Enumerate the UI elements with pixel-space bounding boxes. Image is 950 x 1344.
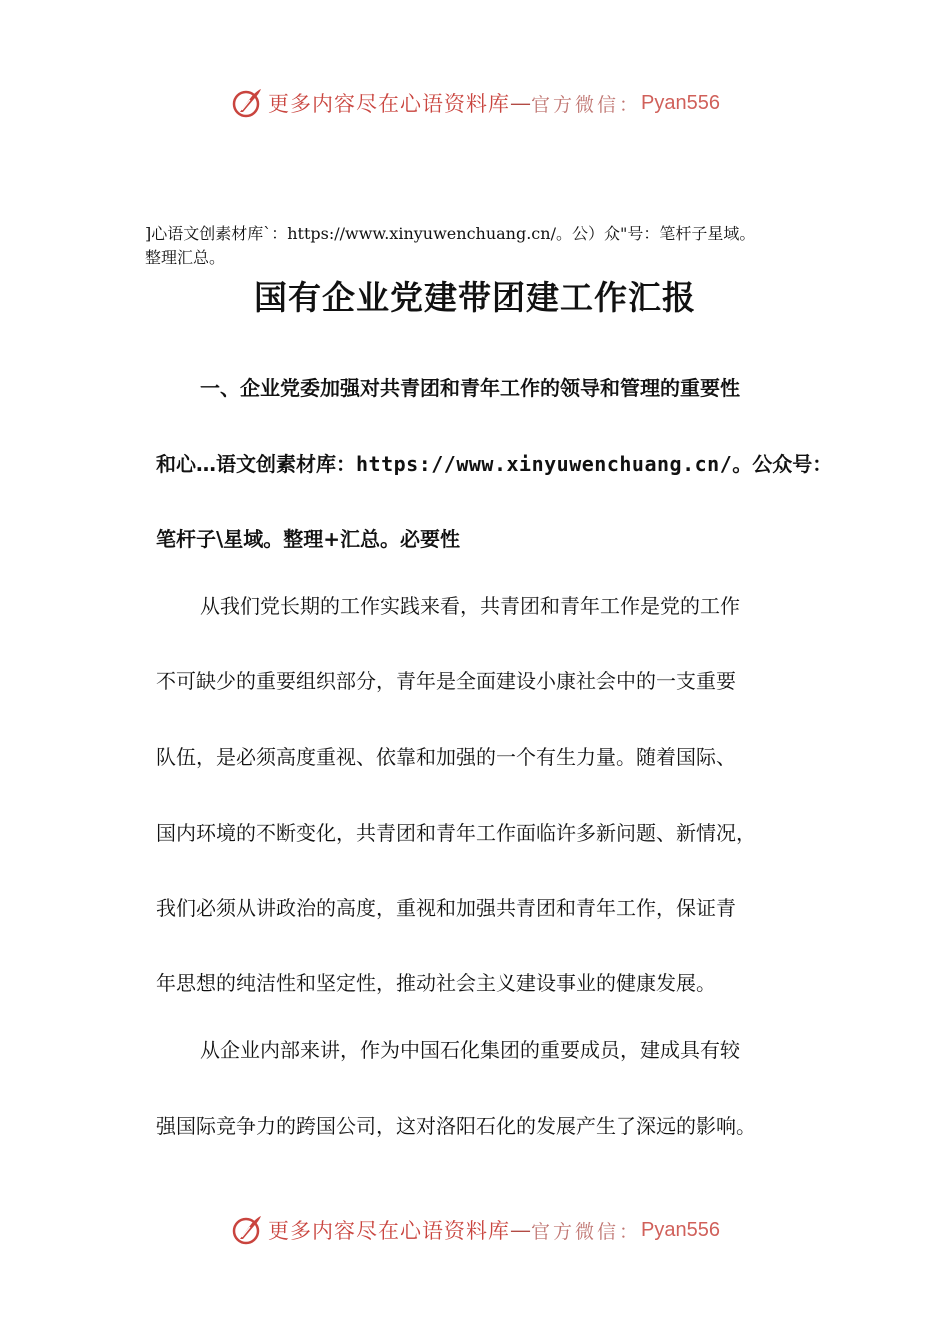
source-note-line-1: ]心语文创素材库`：https://www.xinyuwenchuang.cn/。公）众"号：笔杆子星域。	[145, 224, 756, 243]
paragraph-2-line: 从企业内部来讲，作为中国石化集团的重要成员，建成具有较	[200, 1038, 740, 1062]
banner-wechat-id: Pyan556	[641, 1218, 720, 1241]
banner-separator: —	[510, 91, 531, 115]
banner-slogan: 更多内容尽在心语资料库	[268, 92, 510, 116]
bottom-banner	[0, 1210, 950, 1250]
document-title: 国有企业党建带团建工作汇报	[254, 278, 696, 317]
banner-official-label: 官方微信：	[531, 93, 642, 116]
section-heading-end: 笔杆子\星域。整理+汇总。必要性	[156, 527, 461, 551]
paragraph-1-line: 不可缺少的重要组织部分，青年是全面建设小康社会中的一支重要	[156, 669, 736, 693]
section-heading: 一、企业党委加强对共青团和青年工作的领导和管理的重要性	[200, 376, 740, 400]
heading-url: https://www.xinyuwenchuang.cn/	[356, 452, 733, 476]
heading-suffix: 。公众号：	[732, 452, 833, 476]
source-note-line-2: 整理汇总。	[145, 248, 226, 267]
banner-wechat-id: Pyan556	[641, 91, 720, 114]
heading-prefix: 和心…语文创素材库：	[156, 452, 356, 476]
paragraph-1-line: 国内环境的不断变化，共青团和青年工作面临许多新问题、新情况，	[156, 821, 756, 845]
banner-official-label: 官方微信：	[531, 1220, 642, 1243]
top-banner	[0, 83, 950, 123]
paragraph-1-line: 从我们党长期的工作实践来看，共青团和青年工作是党的工作	[200, 594, 740, 618]
banner-slogan: 更多内容尽在心语资料库	[268, 1219, 510, 1243]
banner-separator: —	[510, 1218, 531, 1242]
paragraph-2-line: 强国际竞争力的跨国公司，这对洛阳石化的发展产生了深远的影响。	[156, 1114, 756, 1138]
quill-logo-icon	[230, 86, 264, 120]
paragraph-1-line: 我们必须从讲政治的高度，重视和加强共青团和青年工作，保证青	[156, 896, 736, 920]
section-heading-continued	[156, 448, 832, 477]
quill-logo-icon	[230, 1213, 264, 1247]
paragraph-1-line: 年思想的纯洁性和坚定性，推动社会主义建设事业的健康发展。	[156, 971, 716, 995]
paragraph-1-line: 队伍，是必须高度重视、依靠和加强的一个有生力量。随着国际、	[156, 745, 736, 769]
source-note	[145, 222, 825, 270]
